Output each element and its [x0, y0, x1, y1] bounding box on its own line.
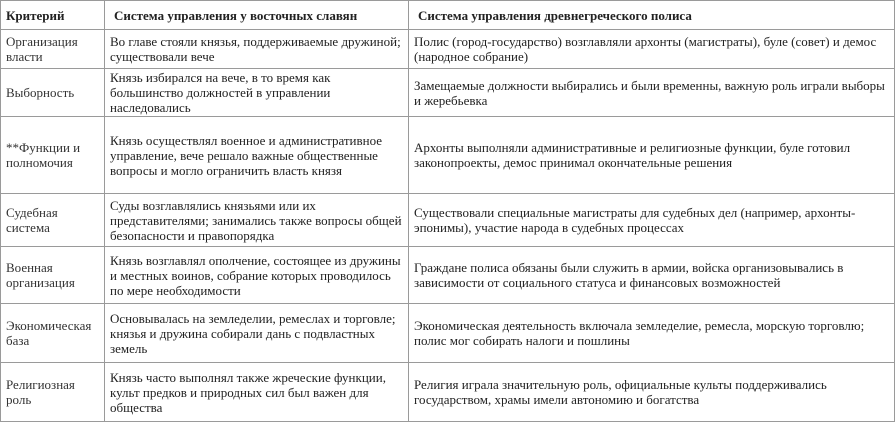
greek-polis-cell: Религия играла значительную роль, официальные культы поддерживались государством, храмы имели автономию и богатства: [409, 363, 895, 422]
criterion-cell: Военная организация: [1, 247, 105, 304]
east-slavs-cell: Князь возглавлял ополчение, состоящее из дружины и местных воинов, собрание которых проводилось по мере необходимости: [105, 247, 409, 304]
criterion-cell: Экономическая база: [1, 304, 105, 363]
east-slavs-cell: Основывалась на земледелии, ремеслах и торговле; князья и дружина собирали дань с подвластных земель: [105, 304, 409, 363]
greek-polis-cell: Замещаемые должности выбирались и были временны, важную роль играли выборы и жеребьевка: [409, 69, 895, 117]
table-row: [1, 30, 895, 69]
table-row: [1, 117, 895, 194]
criterion-cell: Религиозная роль: [1, 363, 105, 422]
east-slavs-cell: Суды возглавлялись князьями или их представителями; занимались также вопросы общей безопасности и правопорядка: [105, 194, 409, 247]
east-slavs-cell: Князь избирался на вече, в то время как большинство должностей в управлении наследовались: [105, 69, 409, 117]
criterion-cell: Судебная система: [1, 194, 105, 247]
header-east-slavs: Система управления у восточных славян: [105, 1, 409, 30]
table-row: [1, 69, 895, 117]
criterion-cell: Организация власти: [1, 30, 105, 69]
greek-polis-cell: Полис (город-государство) возглавляли архонты (магистраты), буле (совет) и демос (народное собрание): [409, 30, 895, 69]
table-row: [1, 194, 895, 247]
greek-polis-cell: Архонты выполняли административные и религиозные функции, буле готовил законопроекты, демос принимал окончательные решения: [409, 117, 895, 194]
east-slavs-cell: Князь осуществлял военное и административное управление, вече решало важные общественные вопросы и могло ограничить власть князя: [105, 117, 409, 194]
table-row: [1, 247, 895, 304]
header-row: [1, 1, 895, 30]
east-slavs-cell: Князь часто выполнял также жреческие функции, культ предков и природных сил был важен для общества: [105, 363, 409, 422]
greek-polis-cell: Экономическая деятельность включала земледелие, ремесла, морскую торговлю; полис мог собирать налоги и пошлины: [409, 304, 895, 363]
table-row: [1, 363, 895, 422]
header-criterion: Критерий: [1, 1, 105, 30]
greek-polis-cell: Существовали специальные магистраты для судебных дел (например, архонты-эпонимы), участие народа в судебных процессах: [409, 194, 895, 247]
criterion-cell: **Функции и полномочия: [1, 117, 105, 194]
header-greek-polis: Система управления древнегреческого полиса: [409, 1, 895, 30]
east-slavs-cell: Во главе стояли князья, поддерживаемые дружиной; существовали вече: [105, 30, 409, 69]
table-row: [1, 304, 895, 363]
criterion-cell: Выборность: [1, 69, 105, 117]
greek-polis-cell: Граждане полиса обязаны были служить в армии, войска организовывались в зависимости от социального статуса и финансовых возможностей: [409, 247, 895, 304]
